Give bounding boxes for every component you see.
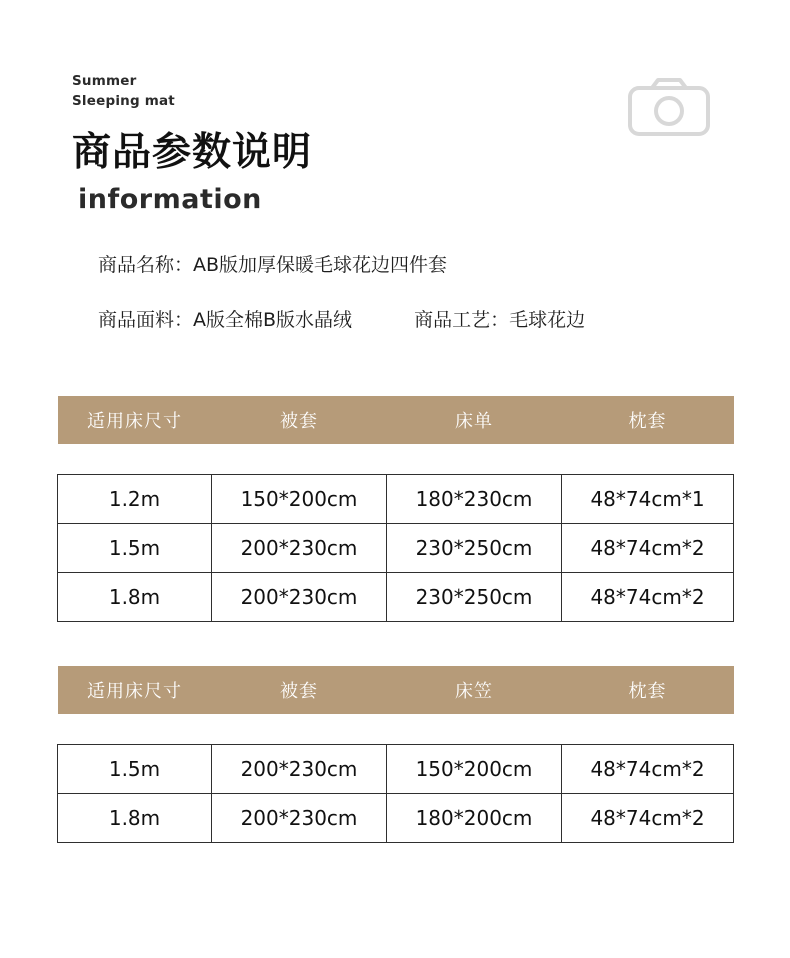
table1-cell: 230*250cm — [387, 573, 562, 622]
table1-header-cell: 被套 — [212, 396, 387, 444]
table2-cell: 1.5m — [58, 745, 212, 794]
table1-cell: 180*230cm — [387, 475, 562, 524]
table1-cell: 48*74cm*2 — [562, 573, 734, 622]
product-fabric-value: A版全棉B版水晶绒 — [193, 308, 353, 331]
table-row — [58, 573, 734, 622]
brand-line-2: Sleeping mat — [72, 92, 175, 109]
table1-cell: 1.8m — [58, 573, 212, 622]
table2-header-cell: 床笠 — [387, 666, 562, 714]
table1-cell: 1.2m — [58, 475, 212, 524]
table1-cell: 230*250cm — [387, 524, 562, 573]
page-header — [0, 0, 790, 215]
table2-cell: 200*230cm — [212, 745, 387, 794]
table2-header-cell: 枕套 — [562, 666, 734, 714]
product-craft-value: 毛球花边 — [509, 308, 586, 331]
table2-cell: 150*200cm — [387, 745, 562, 794]
page-title: 商品参数说明 — [72, 130, 313, 176]
table1-header-cell: 枕套 — [562, 396, 734, 444]
table2-cell: 180*200cm — [387, 794, 562, 843]
size-table-2 — [57, 666, 734, 843]
table2-header-cell: 适用床尺寸 — [58, 666, 212, 714]
product-craft-label: 商品工艺： — [414, 308, 510, 331]
table2-cell: 48*74cm*2 — [562, 794, 734, 843]
size-table-2-wrapper — [57, 666, 733, 843]
product-fabric-craft-row — [98, 306, 790, 335]
product-name-row — [98, 251, 790, 280]
table1-header-cell: 床单 — [387, 396, 562, 444]
table2-header-cell: 被套 — [212, 666, 387, 714]
table2-cell: 200*230cm — [212, 794, 387, 843]
table-header-row — [58, 666, 734, 714]
table1-cell: 200*230cm — [212, 573, 387, 622]
camera-icon — [628, 78, 710, 136]
table1-cell: 150*200cm — [212, 475, 387, 524]
table2-cell: 48*74cm*2 — [562, 745, 734, 794]
table1-header-cell: 适用床尺寸 — [58, 396, 212, 444]
product-name-label: 商品名称： — [98, 254, 194, 277]
product-fabric-label: 商品面料： — [98, 308, 194, 331]
table-row — [58, 794, 734, 843]
size-table-1-wrapper — [57, 396, 733, 622]
table1-cell: 1.5m — [58, 524, 212, 573]
product-info-block — [0, 251, 790, 334]
table2-cell: 1.8m — [58, 794, 212, 843]
table-spacer-row — [58, 444, 734, 475]
table-spacer-row — [58, 714, 734, 745]
brand-line-1: Summer — [72, 73, 137, 89]
table-header-row — [58, 396, 734, 444]
product-name-value: AB版加厚保暖毛球花边四件套 — [193, 254, 448, 277]
page-subtitle: information — [78, 184, 262, 216]
table-row — [58, 475, 734, 524]
table1-cell: 200*230cm — [212, 524, 387, 573]
table1-cell: 48*74cm*1 — [562, 475, 734, 524]
table1-cell: 48*74cm*2 — [562, 524, 734, 573]
size-table-1 — [57, 396, 734, 622]
table-row — [58, 524, 734, 573]
table-row — [58, 745, 734, 794]
